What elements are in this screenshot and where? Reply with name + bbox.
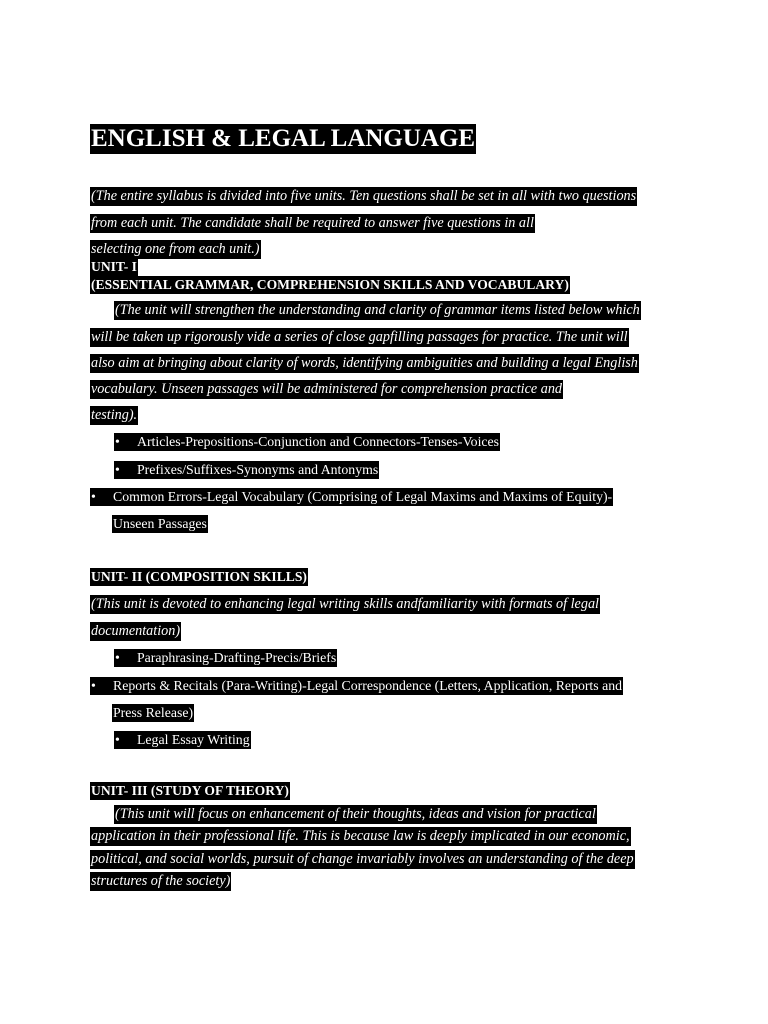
unit1-desc-line: also aim at bringing about clarity of words, identifying ambiguities and building a legal English xyxy=(91,355,638,371)
bullet-icon: • xyxy=(115,732,120,747)
list-item: • Legal Essay Writing xyxy=(115,732,250,747)
unit1-desc-line: testing). xyxy=(91,407,138,423)
unit1-subheading: (ESSENTIAL GRAMMAR, COMPREHENSION SKILLS AND VOCABULARY) xyxy=(91,277,569,292)
unit2-heading: UNIT- II (COMPOSITION SKILLS) xyxy=(91,569,307,584)
list-item: • Prefixes/Suffixes-Synonyms and Antonyms xyxy=(115,462,379,477)
unit3-desc-line: (This unit will focus on enhancement of their thoughts, ideas and vision for practical xyxy=(115,806,596,822)
unit1-desc-line: vocabulary. Unseen passages will be administered for comprehension practice and xyxy=(91,381,563,397)
unit1-desc-line: will be taken up rigorously vide a series of close gapfilling passages for practice. The unit will xyxy=(91,329,628,345)
unit1-desc-line: (The unit will strengthen the understanding and clarity of grammar items listed below which xyxy=(115,302,640,318)
document-title: ENGLISH & LEGAL LANGUAGE xyxy=(91,125,476,152)
list-item: • Common Errors-Legal Vocabulary (Comprising of Legal Maxims and Maxims of Equity)- xyxy=(91,489,613,504)
intro-line: selecting one from each unit.) xyxy=(91,241,260,257)
list-item: • Articles-Prepositions-Conjunction and Connectors-Tenses-Voices xyxy=(115,434,500,449)
unit2-desc-line: (This unit is devoted to enhancing legal writing skills andfamiliarity with formats of legal xyxy=(91,596,599,612)
list-item: • Reports & Recitals (Para-Writing)-Legal Correspondence (Letters, Application, Reports and xyxy=(91,678,623,693)
bullet-icon: • xyxy=(91,678,96,693)
unit3-desc-line: structures of the society) xyxy=(91,873,231,889)
bullet-icon: • xyxy=(115,434,120,449)
unit1-heading: UNIT- I xyxy=(91,259,137,274)
list-item: • Paraphrasing-Drafting-Precis/Briefs xyxy=(115,650,337,665)
list-item-continuation: Press Release) xyxy=(113,705,194,720)
list-item-continuation: Unseen Passages xyxy=(113,516,207,531)
unit2-desc-line: documentation) xyxy=(91,623,181,639)
bullet-icon: • xyxy=(115,650,120,665)
unit3-desc-line: application in their professional life. This is because law is deeply implicated in our economic, xyxy=(91,828,630,844)
intro-line: (The entire syllabus is divided into five units. Ten questions shall be set in all with two questions xyxy=(91,188,637,204)
bullet-icon: • xyxy=(115,462,120,477)
bullet-icon: • xyxy=(91,489,96,504)
intro-line: from each unit. The candidate shall be required to answer five questions in all xyxy=(91,215,534,231)
unit3-desc-line: political, and social worlds, pursuit of change invariably involves an understanding of the deep xyxy=(91,851,634,867)
unit3-heading: UNIT- III (STUDY OF THEORY) xyxy=(91,783,289,798)
